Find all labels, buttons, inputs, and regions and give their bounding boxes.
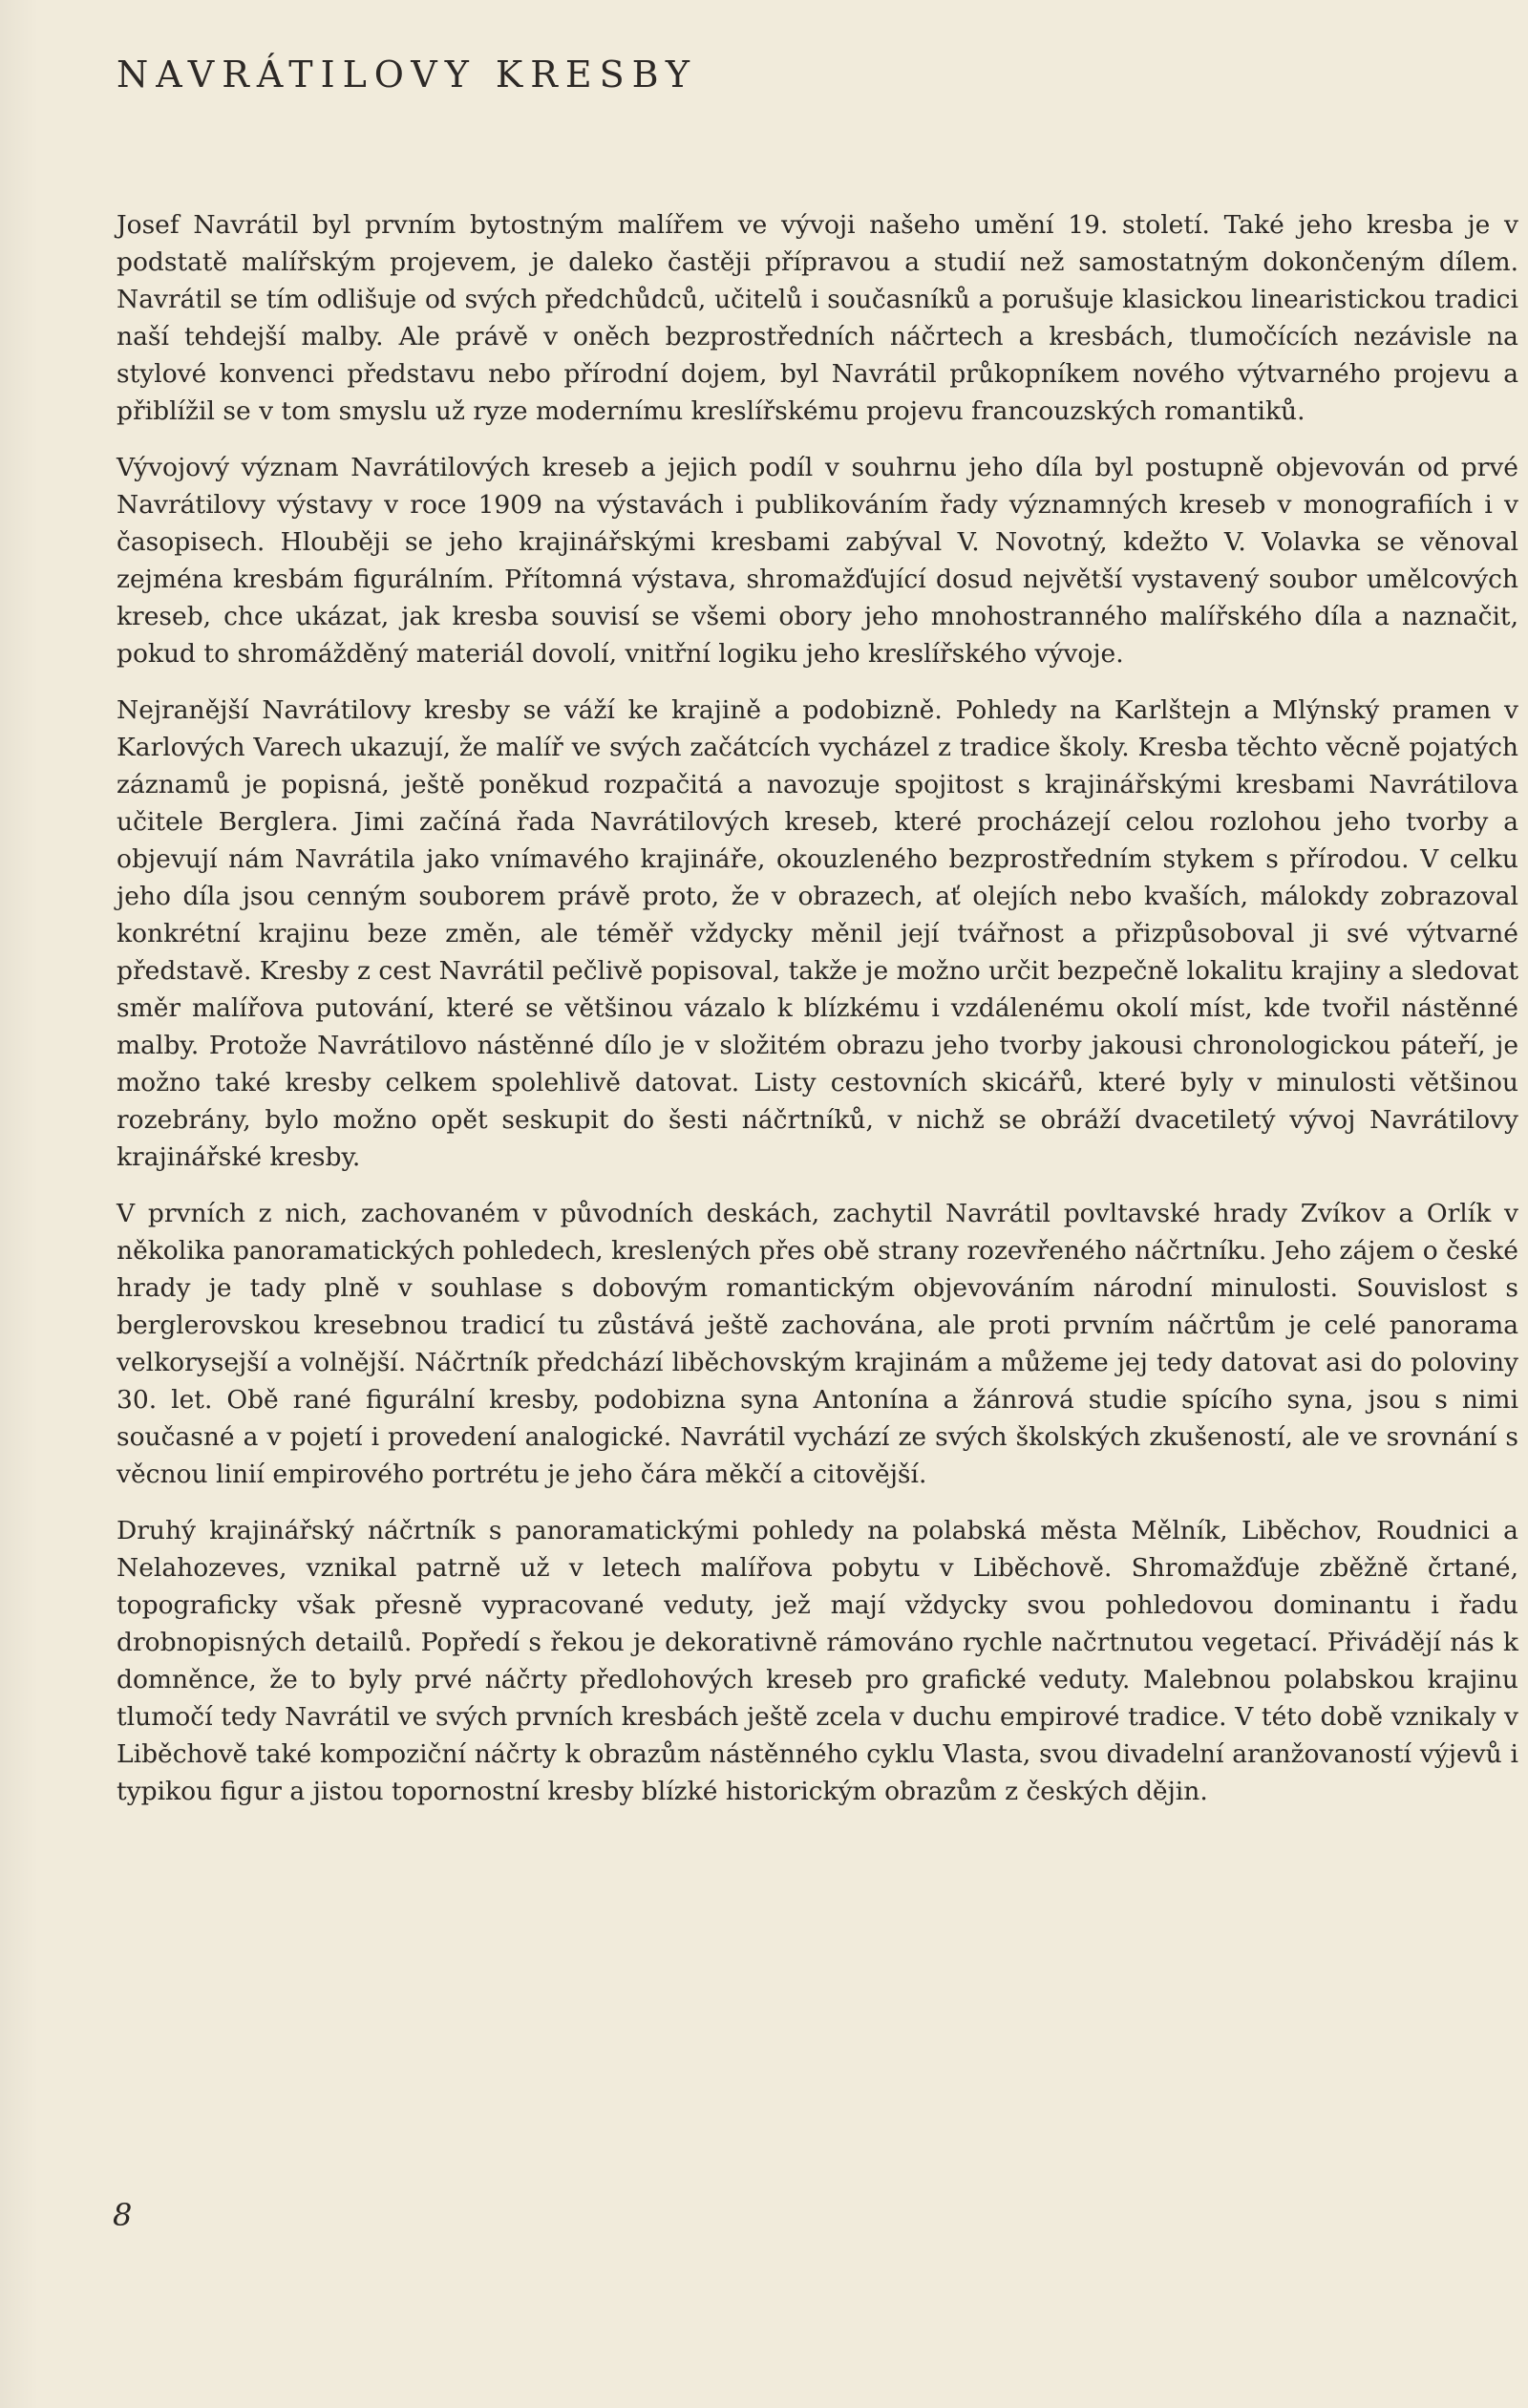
paragraph-2: Vývojový význam Navrátilových kreseb a jejich podíl v souhrnu jeho díla byl postupně objevován od prvé Navrátilovy výstavy v roce 1909 na výstavách i publikováním řady významných kreseb v monografiích i v časopisech. Hlouběji se jeho krajinářskými kresbami zabýval V. Novotný, kdežto V. Volavka se věnoval zejména kresbám figurálním. Přítomná výstava, shromažďující dosud největší vystavený soubor umělcových kreseb, chce ukázat, jak kresba souvisí se všemi obory jeho mnohostranného malířského díla a naznačit, pokud to shromážděný materiál dovolí, vnitřní logiku jeho kreslířského vývoje. [117, 453, 1518, 669]
paragraph-1: Josef Navrátil byl prvním bytostným malířem ve vývoji našeho umění 19. století. Také jeho kresba je v podstatě malířským projevem, je daleko častěji přípravou a studií než samostatným dokončeným dílem. Navrátil se tím odlišuje od svých předchůdců, učitelů i současníků a porušuje klasickou linearistickou tradici naší tehdejší malby. Ale právě v oněch bezprostředních náčrtech a kresbách, tlumočících nezávisle na stylové konvenci představu nebo přírodní dojem, byl Navrátil průkopníkem nového výtvarného projevu a přiblížil se v tom smyslu už ryze modernímu kreslířskému projevu francouzských romantiků. [117, 210, 1518, 426]
body-text [117, 206, 1518, 1829]
paragraph-3: Nejranější Navrátilovy kresby se váží ke krajině a podobizně. Pohledy na Karlštejn a Mlýnský pramen v Karlových Varech ukazují, že malíř ve svých začátcích vycházel z tradice školy. Kresba těchto věcně pojatých záznamů je popisná, ještě poněkud rozpačitá a navozuje spojitost s krajinářskými kresbami Navrátilova učitele Berglera. Jimi začíná řada Navrátilových kreseb, které procházejí celou rozlohou jeho tvorby a objevují nám Navrátila jako vnímavého krajináře, okouzleného bezprostředním stykem s přírodou. V celku jeho díla jsou cenným souborem právě proto, že v obrazech, ať olejích nebo kvaších, málokdy zobrazoval konkrétní krajinu beze změn, ale téměř vždycky měnil její tvářnost a přizpůsoboval ji své výtvarné představě. Kresby z cest Navrátil pečlivě popisoval, takže je možno určit bezpečně lokalitu krajiny a sledovat směr malířova putování, které se většinou vázalo k blízkému i vzdálenému okolí míst, kde tvořil nástěnné malby. Protože Navrátilovo nástěnné dílo je v složitém obrazu jeho tvorby jakousi chronologickou páteří, je možno také kresby celkem spolehlivě datovat. Listy cestovních skicářů, které byly v minulosti většinou rozebrány, bylo možno opět seskupit do šesti náčrtníků, v nichž se obráží dvacetiletý vývoj Navrátilovy krajinářské kresby. [117, 695, 1518, 1172]
page-title: NAVRÁTILOVY KRESBY [117, 53, 698, 96]
paragraph-4: V prvních z nich, zachovaném v původních deskách, zachytil Navrátil povltavské hrady Zvíkov a Orlík v několika panoramatických pohledech, kreslených přes obě strany rozevřeného náčrtníku. Jeho zájem o české hrady je tady plně v souhlase s dobovým romantickým objevováním národní minulosti. Souvislost s berglerovskou kresebnou tradicí tu zůstává ještě zachována, ale proti prvním náčrtům je celé panorama velkorysejší a volnější. Náčrtník předchází liběchovským krajinám a můžeme jej tedy datovat asi do poloviny 30. let. Obě rané figurální kresby, podobizna syna Antonína a žánrová studie spícího syna, jsou s nimi současné a v pojetí i provedení analogické. Navrátil vychází ze svých školských zkušeností, ale ve srovnání s věcnou linií empirového portrétu je jeho čára měkčí a citovější. [117, 1199, 1518, 1489]
page-number: 8 [113, 2197, 133, 2233]
paragraph-5: Druhý krajinářský náčrtník s panoramatickými pohledy na polabská města Mělník, Liběchov, Roudnici a Nelahozeves, vznikal patrně už v letech malířova pobytu v Liběchově. Shromažďuje zběžně črtané, topograficky však přesně vypracované veduty, jež mají vždycky svou pohledovou dominantu i řadu drobnopisných detailů. Popředí s řekou je dekorativně rámováno rychle načrtnutou vegetací. Přivádějí nás k domněnce, že to byly prvé náčrty předlohových kreseb pro grafické veduty. Malebnou polabskou krajinu tlumočí tedy Navrátil ve svých prvních kresbách ještě zcela v duchu empirové tradice. V této době vznikaly v Liběchově také kompoziční náčrty k obrazům nástěnného cyklu Vlasta, svou divadelní aranžovaností výjevů i typikou figur a jistou topornostní kresby blízké historickým obrazům z českých dějin. [117, 1516, 1518, 1806]
